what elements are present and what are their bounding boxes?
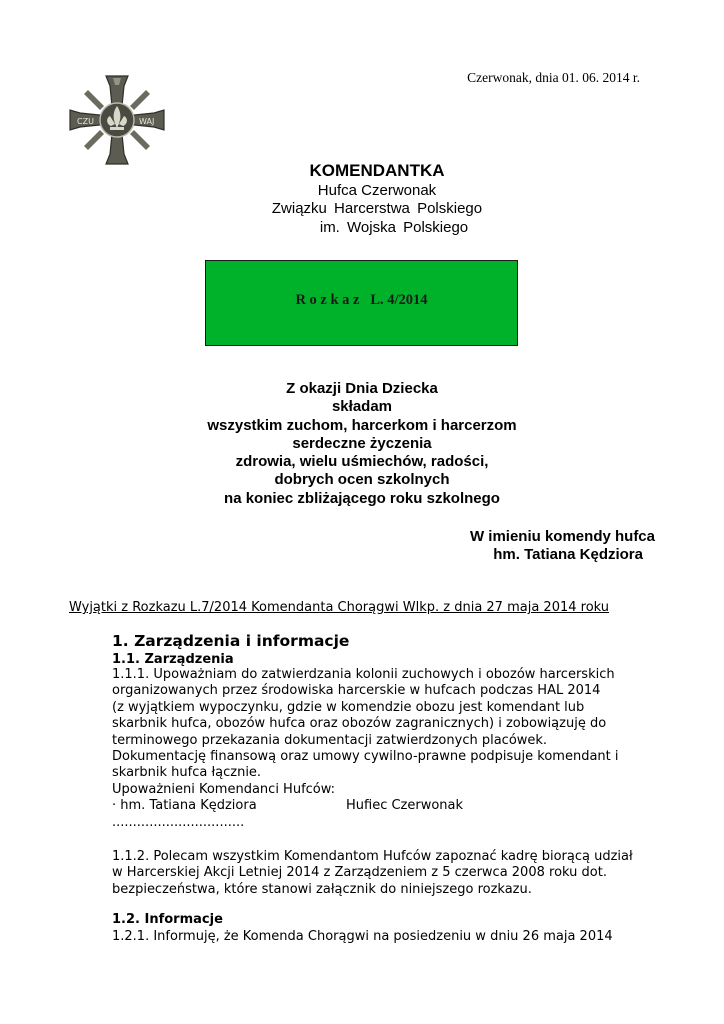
- paragraph-line: w Harcerskiej Akcji Letniej 2014 z Zarządzeniem z 5 czerwca 2008 roku dot.: [112, 865, 607, 881]
- paragraph-line: Upoważnieni Komendanci Hufców:: [112, 781, 336, 797]
- greeting-line: składam: [331, 398, 393, 416]
- emblem-left-text: CZU: [77, 117, 94, 126]
- paragraph-line: terminowego przekazania dokumentacji zatwierdzonych placówek.: [112, 732, 548, 748]
- scout-cross-icon: [66, 72, 168, 168]
- authorized-signer-name: · hm. Tatiana Kędziora: [112, 798, 257, 813]
- paragraph-line: skarbnik hufca, obozów hufca oraz obozów zagranicznych) i zobowiązuję do: [112, 716, 607, 732]
- paragraph-1-1-1: [112, 667, 619, 798]
- paragraph-line: Dokumentację finansową oraz umowy cywilno-prawne podpisuje komendant i: [112, 749, 619, 765]
- document-date: Czerwonak, dnia 01. 06. 2014 r.: [467, 70, 640, 85]
- paragraph-line: bezpieczeństwa, które stanowi załącznik do niniejszego rozkazu.: [112, 881, 532, 897]
- emblem-right-text: WAJ: [139, 117, 155, 126]
- section-1-2-title: 1.2. Informacje: [112, 912, 223, 927]
- paragraph-1-2-1: 1.2.1. Informuję, że Komenda Chorągwi na posiedzeniu w dniu 26 maja 2014: [112, 929, 613, 944]
- signature-line-2: hm. Tatiana Kędziora: [493, 546, 643, 563]
- header-line-unit: Hufca Czerwonak: [317, 182, 437, 199]
- dotted-line: ................................: [112, 815, 245, 830]
- greeting-line: zdrowia, wielu uśmiechów, radości,: [235, 453, 489, 471]
- header-line-patron: im. Wojska Polskiego: [319, 219, 469, 236]
- signature-line-1: W imieniu komendy hufca: [469, 528, 655, 545]
- paragraph-1-1-2: [112, 849, 633, 898]
- excerpt-title: Wyjątki z Rozkazu L.7/2014 Komendanta Chorągwi Wlkp. z dnia 27 maja 2014 roku: [69, 600, 610, 615]
- section-1-1-title: 1.1. Zarządzenia: [112, 652, 234, 667]
- header-line-organization: Związku Harcerstwa Polskiego: [271, 200, 483, 217]
- paragraph-line: (z wyjątkiem wypoczynku, gdzie w komendzie obozu jest komendant lub: [112, 699, 585, 715]
- greeting-line: Z okazji Dnia Dziecka: [286, 380, 438, 397]
- paragraph-line: skarbnik hufca łącznie.: [112, 765, 262, 781]
- paragraph-line: 1.1.2. Polecam wszystkim Komendantom Hufców zapoznać kadrę biorącą udział: [112, 849, 633, 864]
- order-number-box: [205, 260, 518, 346]
- section-1-title: 1. Zarządzenia i informacje: [112, 632, 350, 650]
- greeting-line: dobrych ocen szkolnych: [274, 471, 450, 489]
- header-title: KOMENDANTKA: [309, 161, 445, 180]
- greeting-line: na koniec zbliżającego roku szkolnego: [224, 489, 500, 507]
- greeting-line: wszystkim zuchom, harcerkom i harcerzom: [207, 416, 517, 434]
- authorized-signer-unit: Hufiec Czerwonak: [346, 798, 464, 813]
- greeting-line: serdeczne życzenia: [292, 434, 432, 452]
- paragraph-line: organizowanych przez środowiska harcerskie w hufcach podczas HAL 2014: [112, 683, 601, 699]
- greetings-block: [0, 380, 724, 508]
- order-number-label: R o z k a z L. 4/2014: [295, 292, 428, 308]
- paragraph-line: 1.1.1. Upoważniam do zatwierdzania kolonii zuchowych i obozów harcerskich: [112, 667, 615, 682]
